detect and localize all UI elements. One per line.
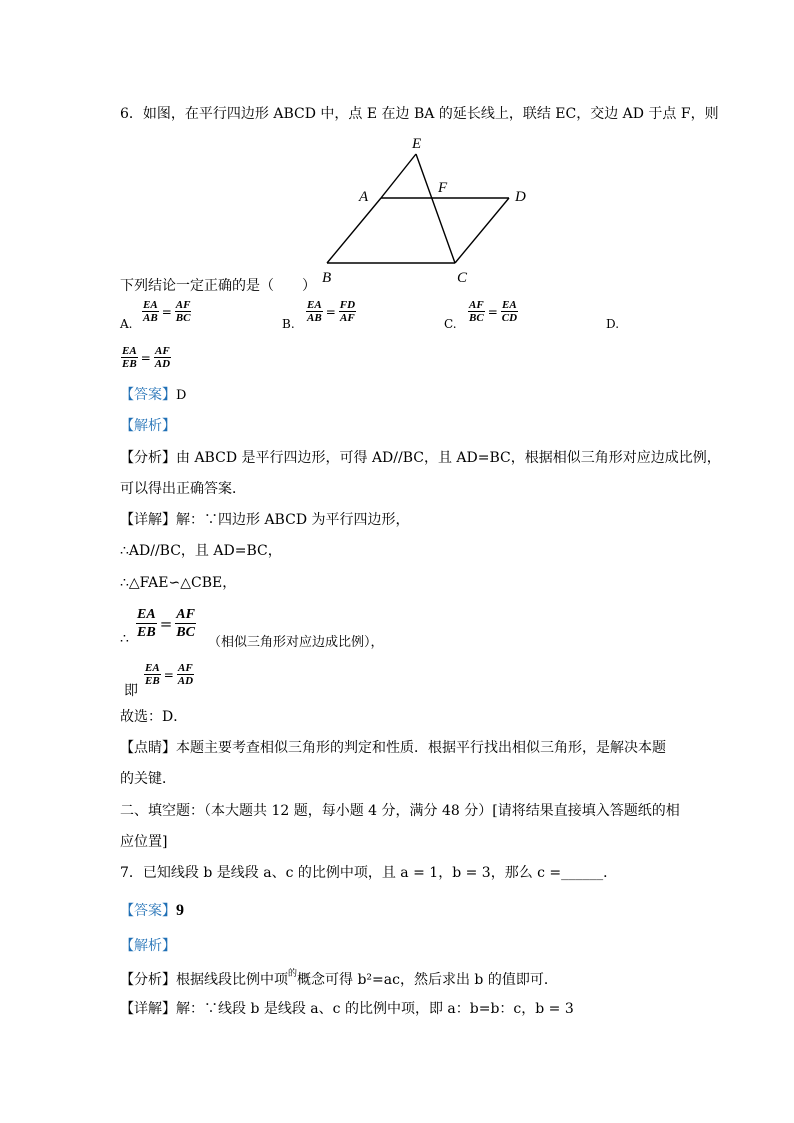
q7-answer: 【答案】9 — [120, 902, 184, 919]
q6-step6: 故选：D． — [120, 709, 188, 725]
section2-heading-line2: 应位置] — [120, 834, 168, 850]
section2-heading: 二、填空题：（本大题共 12 题，每小题 4 分，满分 48 分）[请将结果直接填入答题纸的相 — [120, 803, 680, 819]
option-d[interactable]: D. — [606, 317, 620, 331]
label-E: E — [412, 136, 422, 152]
q7-fenxi: 【分析】根据线段比例中项$^的$概念可得 b²=ac，然后求出 b 的值即可． — [120, 969, 558, 988]
q6-dianjing: 【点睛】本题主要考查相似三角形的判定和性质．根据平行找出相似三角形，是解决本题 — [120, 740, 666, 756]
q7-stem: 7．已知线段 b 是线段 a、c 的比例中项，且 a = 1，b = 3，那么 c =______． — [120, 865, 618, 881]
label-B: B — [322, 270, 332, 286]
q7-jiexi: 【解析】 — [120, 938, 176, 954]
q6-answer: 【答案】D — [120, 387, 187, 403]
q6-jiexi: 【解析】 — [120, 418, 176, 434]
label-D: D — [515, 189, 526, 205]
q6-fenxi-line2: 可以得出正确答案． — [120, 481, 246, 497]
q6-stem-cont: 下列结论一定正确的是（ ） — [120, 278, 316, 294]
label-F: F — [438, 180, 448, 196]
q6-step3: ∴△FAE∽△CBE， — [120, 575, 237, 591]
q6-dianjing-line2: 的关键． — [120, 771, 176, 787]
label-A: A — [359, 189, 369, 205]
q6-fenxi: 【分析】由 ABCD 是平行四边形，可得 AD//BC，且 AD=BC，根据相似三角形对应边成比例， — [120, 450, 721, 466]
label-C: C — [457, 270, 468, 286]
q6-stem: 6．如图，在平行四边形 ABCD 中，点 E 在边 BA 的延长线上，联结 EC，交边 AD 于点 F，则 — [120, 106, 719, 122]
q6-step2: ∴AD//BC，且 AD=BC， — [120, 543, 282, 559]
option-d-formula: $\frac{EA}{EB}$ = $\frac{AF}{AD}$ — [122, 345, 171, 370]
q6-xiangjie: 【详解】解：∵四边形 ABCD 为平行四边形， — [120, 512, 410, 528]
q7-xiangjie: 【详解】解：∵线段 b 是线段 a、c 的比例中项，即 a：b=b：c，b = 3 — [120, 1001, 574, 1017]
parallelogram-figure — [310, 130, 540, 290]
